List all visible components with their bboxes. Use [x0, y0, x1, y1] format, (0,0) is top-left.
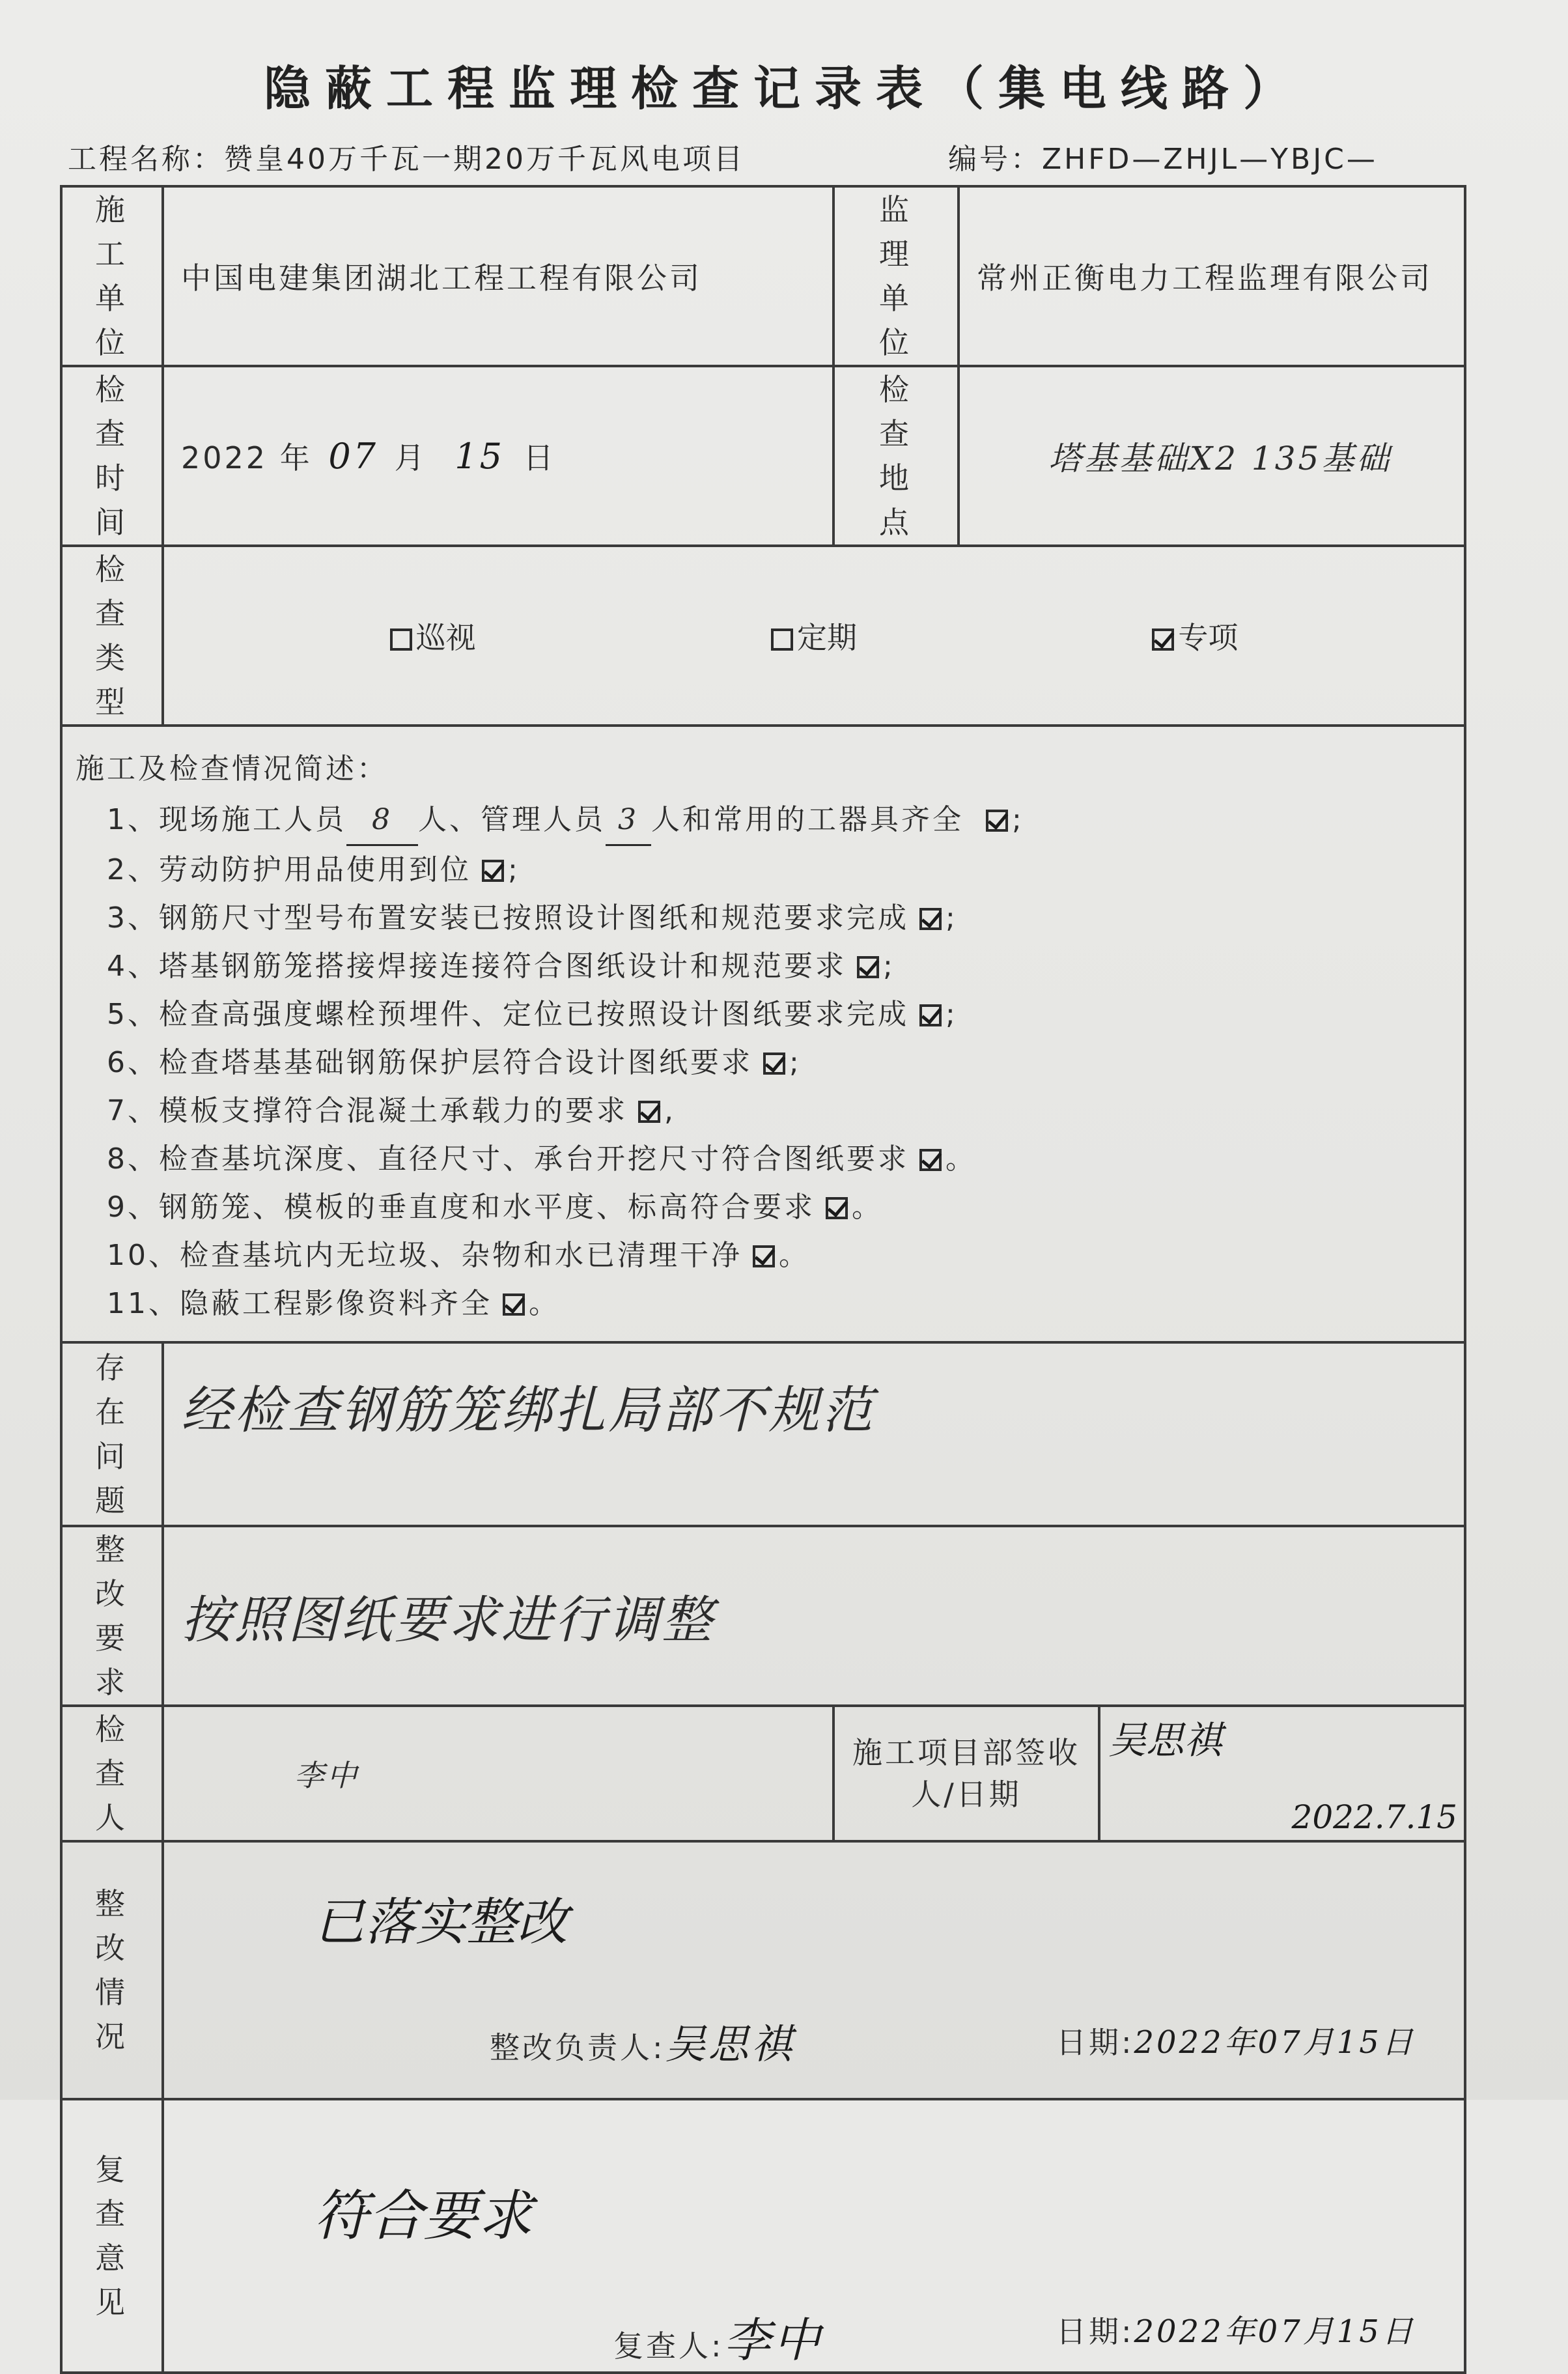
checked-checkbox-icon	[919, 908, 942, 930]
checked-checkbox-icon	[919, 1149, 942, 1171]
form-code: 编号：ZHFD—ZHJL—YBJC—	[948, 143, 1378, 176]
rectify-req-label: 整改要求	[61, 1526, 163, 1706]
check-type-patrol[interactable]: 巡视	[390, 614, 476, 657]
description-item: 1、现场施工人员 8 人、管理人员 3 人和常用的工器具齐全 ;	[76, 796, 1464, 846]
description-item: 2、劳动防护用品使用到位 ;	[107, 853, 520, 886]
check-type-periodic[interactable]: 定期	[771, 614, 857, 657]
supervision-unit-label: 监理单位	[833, 186, 959, 366]
check-time-month: 07	[328, 436, 379, 477]
description-item: 10、检查基坑内无垃圾、杂物和水已清理干净 。	[107, 1239, 810, 1272]
checked-checkbox-icon	[763, 1053, 785, 1075]
description-items-list	[76, 846, 1464, 1328]
supervision-unit-value: 常州正衡电力工程监理有限公司	[959, 186, 1465, 366]
check-time-label: 检查时间	[61, 366, 163, 546]
check-type-special[interactable]: 专项	[1152, 614, 1238, 657]
worker-count: 8	[346, 796, 418, 846]
rectify-req-value: 按照图纸要求进行调整	[163, 1526, 1465, 1706]
rectify-date-value: 2022年07月15日	[1134, 2024, 1416, 2061]
review-label: 复查意见	[61, 2099, 163, 2373]
receiver-signature: 吴思祺	[1108, 1718, 1222, 1762]
checked-checkbox-icon	[1152, 629, 1174, 651]
issues-label: 存在问题	[61, 1342, 163, 1526]
checked-checkbox-icon	[638, 1101, 660, 1123]
checked-checkbox-icon	[753, 1245, 775, 1267]
check-place-label: 检查地点	[833, 366, 959, 546]
inspection-form-table	[60, 185, 1466, 2374]
rectify-status-label: 整改情况	[61, 1841, 163, 2099]
rectify-status-value: 已落实整改	[314, 1893, 568, 1952]
checked-checkbox-icon	[857, 956, 879, 978]
checkbox-icon	[390, 629, 412, 651]
description-item: 4、塔基钢筋笼搭接焊接连接符合图纸设计和规范要求 ;	[107, 950, 895, 983]
check-time-value	[163, 366, 833, 546]
construction-unit-value: 中国电建集团湖北工程工程有限公司	[163, 186, 833, 366]
checked-checkbox-icon	[919, 1004, 942, 1026]
check-time-year: 2022 年	[181, 440, 313, 475]
checked-checkbox-icon	[503, 1293, 525, 1316]
description-heading: 施工及检查情况简述：	[76, 752, 388, 785]
review-date: 日期:2022年07月15日	[1056, 2313, 1416, 2350]
receiver-label: 施工项目部签收人/日期	[835, 1707, 1100, 1840]
reviewer-signature: 李中	[723, 2313, 823, 2367]
description-item: 8、检查基坑深度、直径尺寸、承台开挖尺寸符合图纸要求 。	[107, 1142, 977, 1176]
description-section	[61, 726, 1465, 1342]
check-time-day-unit: 日	[523, 440, 556, 475]
review-date-value: 2022年07月15日	[1134, 2313, 1416, 2350]
construction-unit-label: 施工单位	[61, 186, 163, 366]
review-value: 符合要求	[314, 2184, 533, 2248]
description-item: 3、钢筋尺寸型号布置安装已按照设计图纸和规范要求完成 ;	[107, 901, 958, 935]
receiver-cell	[833, 1706, 1465, 1841]
rectify-date: 日期:2022年07月15日	[1056, 2024, 1416, 2061]
receiver-date: 2022.7.15	[1291, 1798, 1457, 1836]
description-item: 11、隐蔽工程影像资料齐全 。	[107, 1287, 560, 1320]
description-item: 5、检查高强度螺栓预埋件、定位已按照设计图纸要求完成 ;	[107, 998, 958, 1031]
check-time-day: 15	[455, 436, 505, 477]
issues-value: 经检查钢筋笼绑扎局部不规范	[163, 1342, 1465, 1526]
description-item: 7、模板支撑符合混凝土承载力的要求 ,	[107, 1094, 676, 1127]
checked-checkbox-icon	[826, 1197, 848, 1219]
reviewer: 复查人:李中	[613, 2313, 823, 2367]
check-type-options	[163, 546, 1465, 726]
review-cell	[163, 2099, 1465, 2373]
rectify-owner: 整改负责人:吴思祺	[490, 2020, 794, 2068]
inspector-label: 检查人	[61, 1706, 163, 1841]
checkbox-icon	[771, 629, 793, 651]
rectify-owner-signature: 吴思祺	[665, 2020, 794, 2068]
manager-count: 3	[606, 796, 651, 846]
check-type-label: 检查类型	[61, 546, 163, 726]
checked-checkbox-icon	[986, 810, 1008, 832]
checked-checkbox-icon	[482, 860, 504, 882]
inspector-signature: 李中	[163, 1706, 833, 1841]
rectify-status-cell	[163, 1841, 1465, 2099]
form-title: 隐蔽工程监理检查记录表（集电线路）	[263, 61, 1304, 116]
check-time-month-unit: 月	[394, 440, 427, 475]
description-item: 9、钢筋笼、模板的垂直度和水平度、标高符合要求 。	[107, 1191, 883, 1224]
description-item: 6、检查塔基基础钢筋保护层符合设计图纸要求 ;	[107, 1046, 802, 1079]
check-place-value: 塔基基础X2 135基础	[959, 366, 1465, 546]
project-name: 工程名称：赞皇40万千瓦一期20万千瓦风电项目	[68, 143, 745, 176]
